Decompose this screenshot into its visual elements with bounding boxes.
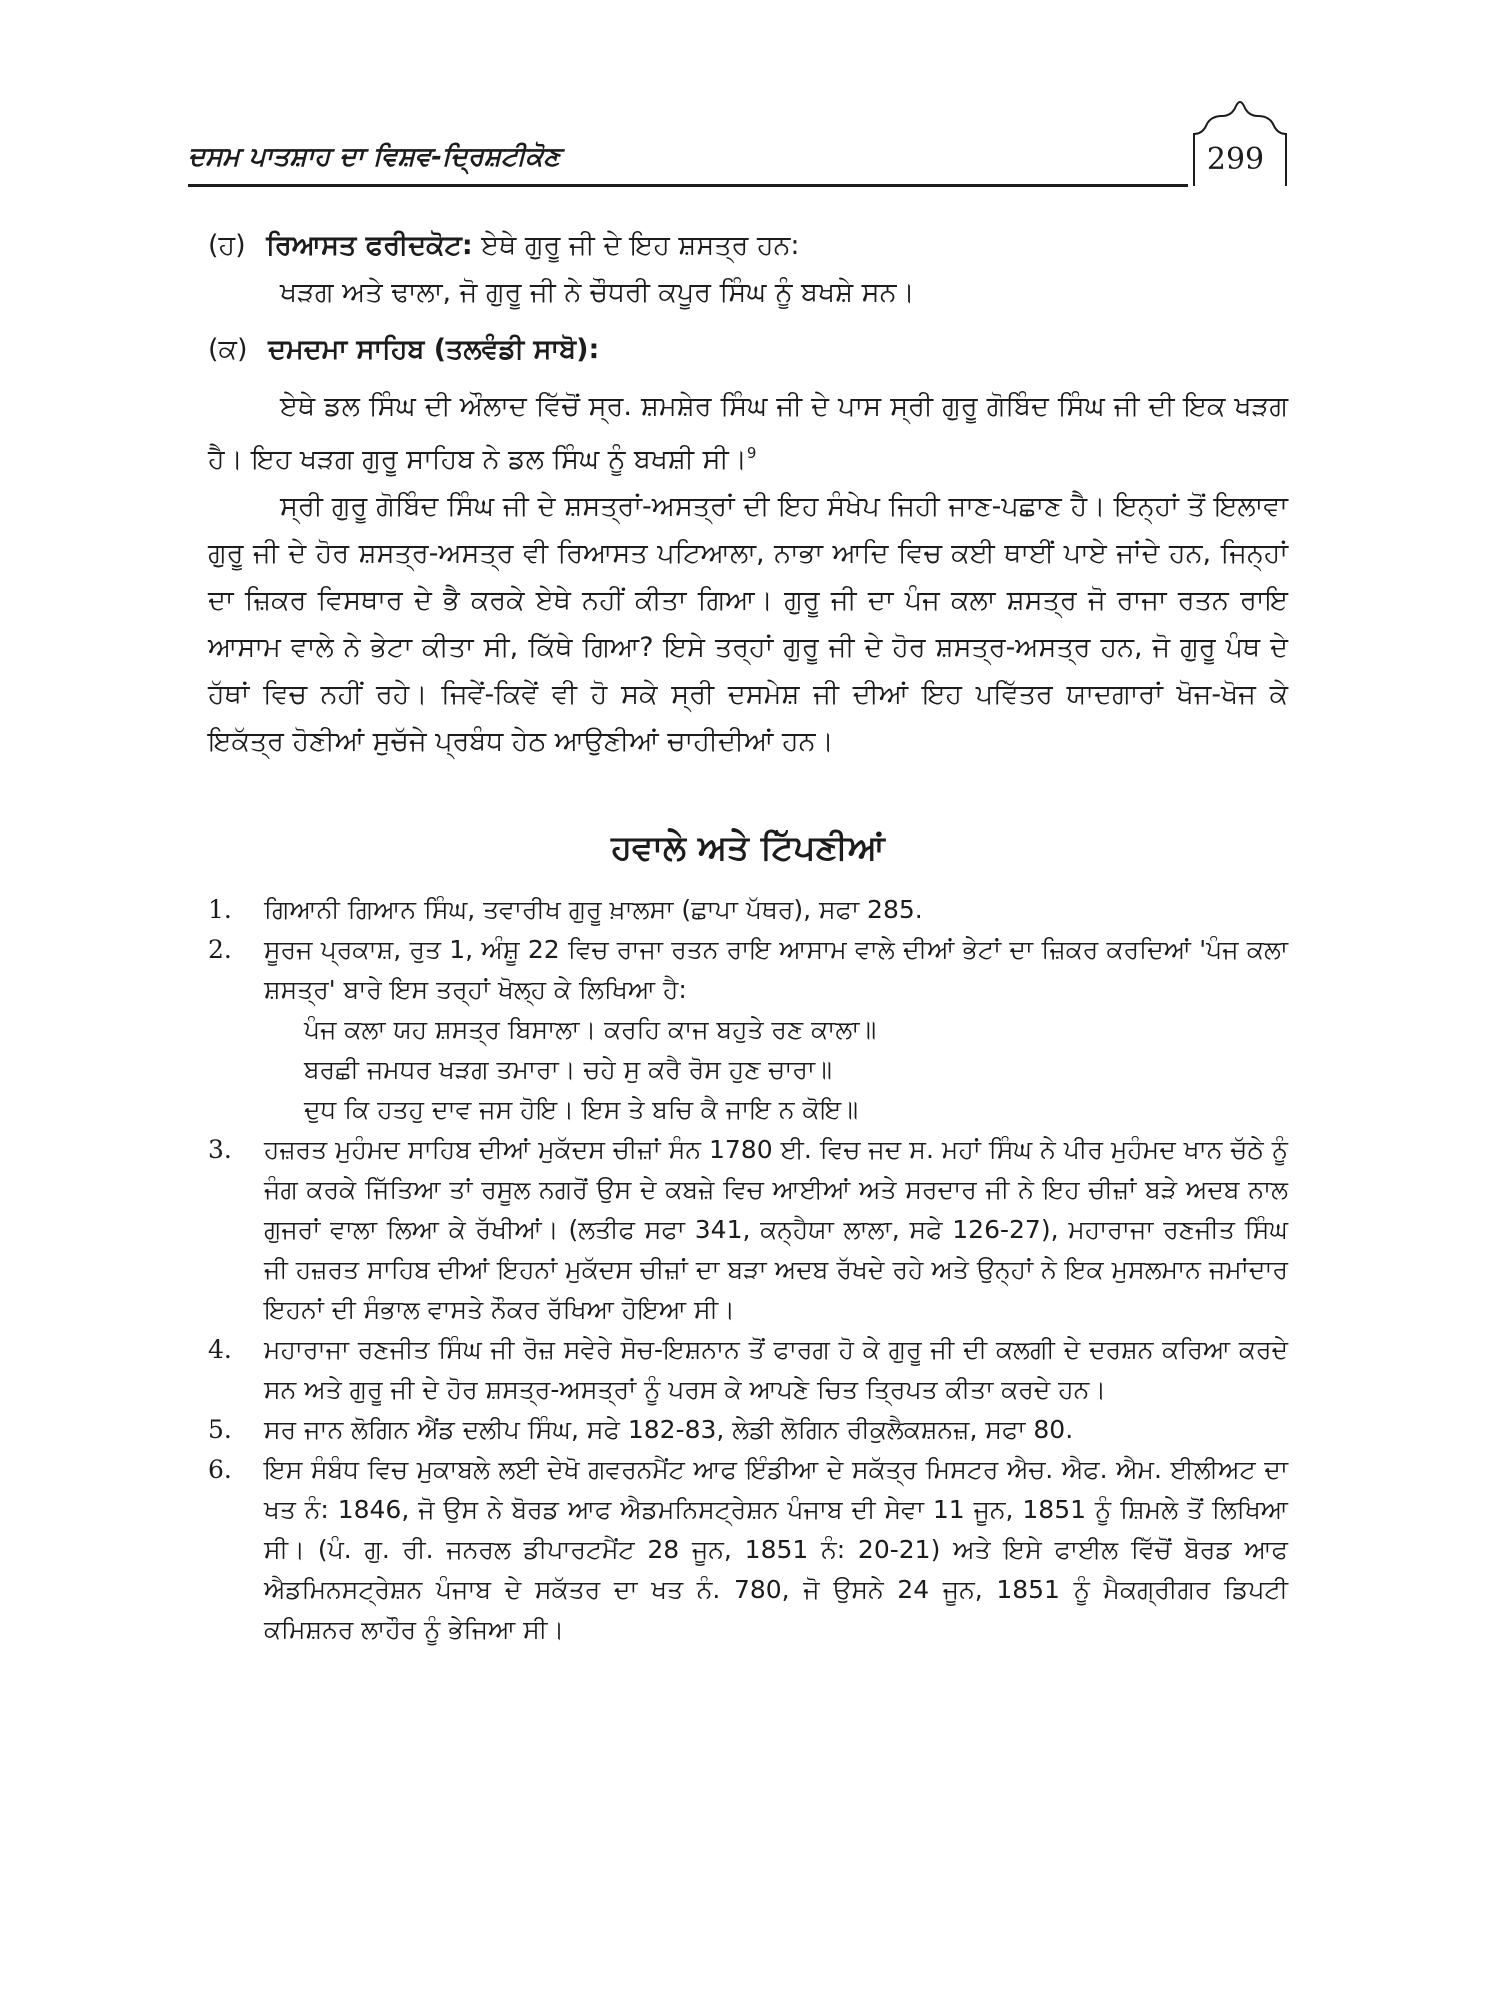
- entry-mark: (ਹ): [208, 230, 246, 261]
- verse-line: ਬਰਛੀ ਜਮਧਰ ਖੜਗ ਤਮਾਰਾ। ਚਹੇ ਸੁ ਕਰੈ ਰੋਸ ਹੁਣ ਚਾਰਾ॥: [304, 1055, 832, 1084]
- entry-title: ਦਮਦਮਾ ਸਾਹਿਬ (ਤਲਵੰਡੀ ਸਾਬੋ):: [268, 334, 600, 365]
- note-number: 2.: [208, 935, 232, 964]
- header-rule: [188, 184, 1188, 187]
- entry-mark: (ਕ): [208, 334, 248, 365]
- note-number: 4.: [208, 1335, 232, 1364]
- note-item: [208, 1410, 1288, 1450]
- note-body: [264, 930, 1288, 1130]
- note-text: ਮਹਾਰਾਜਾ ਰਣਜੀਤ ਸਿੰਘ ਜੀ ਰੋਜ਼ ਸਵੇਰੇ ਸੋਚ-ਇਸ਼ਨਾਨ ਤੋਂ ਫਾਰਗ ਹੋ ਕੇ ਗੁਰੂ ਜੀ ਦੀ ਕਲਗੀ ਦੇ ਦਰਸ਼ਨ ਕਰਿਆ ਕਰਦੇ ਸਨ ਅਤੇ ਗੁਰੂ ਜੀ ਦੇ ਹੋਰ ਸ਼ਸਤ੍ਰ-ਅਸਤ੍ਰਾਂ ਨੂੰ ਪਰਸ ਕੇ ਆਪਣੇ ਚਿਤ ਤ੍ਰਿਪਤ ਕੀਤਾ ਕਰਦੇ ਹਨ।: [264, 1335, 1288, 1404]
- page-header: [188, 138, 1293, 196]
- paragraph-text: ਏਥੇ ਡਲ ਸਿੰਘ ਦੀ ਔਲਾਦ ਵਿੱਚੋਂ ਸ੍ਰ. ਸ਼ਮਸ਼ੇਰ ਸਿੰਘ ਜੀ ਦੇ ਪਾਸ ਸ੍ਰੀ ਗੁਰੂ ਗੋਬਿੰਦ ਸਿੰਘ ਜੀ ਦੀ ਇਕ ਖੜਗ ਹੈ। ਇਹ ਖੜਗ ਗੁਰੂ ਸਾਹਿਬ ਨੇ ਡਲ ਸਿੰਘ ਨੂੰ ਬਖਸ਼ੀ ਸੀ।: [208, 391, 1288, 475]
- footnote-ref: 9: [746, 444, 757, 462]
- note-item: [208, 1330, 1288, 1410]
- note-number: 6.: [208, 1455, 232, 1484]
- entry-faridkot: [208, 222, 1288, 316]
- page-number: 299: [1206, 142, 1265, 177]
- entry-text-continued: ਖੜਗ ਅਤੇ ਢਾਲਾ, ਜੋ ਗੁਰੂ ਜੀ ਨੇ ਚੌਧਰੀ ਕਪੂਰ ਸਿੰਘ ਨੂੰ ਬਖਸ਼ੇ ਸਨ।: [280, 277, 915, 308]
- paragraph: ਸ੍ਰੀ ਗੁਰੂ ਗੋਬਿੰਦ ਸਿੰਘ ਜੀ ਦੇ ਸ਼ਸਤ੍ਰਾਂ-ਅਸਤ੍ਰਾਂ ਦੀ ਇਹ ਸੰਖੇਪ ਜਿਹੀ ਜਾਣ-ਪਛਾਣ ਹੈ। ਇਨ੍ਹਾਂ ਤੋਂ ਇਲਾਵਾ ਗੁਰੂ ਜੀ ਦੇ ਹੋਰ ਸ਼ਸਤ੍ਰ-ਅਸਤ੍ਰ ਵੀ ਰਿਆਸਤ ਪਟਿਆਲਾ, ਨਾਭਾ ਆਦਿ ਵਿਚ ਕਈ ਥਾਈਂ ਪਾਏ ਜਾਂਦੇ ਹਨ, ਜਿਨ੍ਹਾਂ ਦਾ ਜ਼ਿਕਰ ਵਿਸਥਾਰ ਦੇ ਭੈ ਕਰਕੇ ਏਥੇ ਨਹੀਂ ਕੀਤਾ ਗਿਆ। ਗੁਰੂ ਜੀ ਦਾ ਪੰਜ ਕਲਾ ਸ਼ਸਤ੍ਰ ਜੋ ਰਾਜਾ ਰਤਨ ਰਾਇ ਆਸਾਮ ਵਾਲੇ ਨੇ ਭੇਟਾ ਕੀਤਾ ਸੀ, ਕਿੱਥੇ ਗਿਆ? ਇਸੇ ਤਰ੍ਹਾਂ ਗੁਰੂ ਜੀ ਦੇ ਹੋਰ ਸ਼ਸਤ੍ਰ-ਅਸਤ੍ਰ ਹਨ, ਜੋ ਗੁਰੂ ਪੰਥ ਦੇ ਹੱਥਾਂ ਵਿਚ ਨਹੀਂ ਰਹੇ। ਜਿਵੇਂ-ਕਿਵੇਂ ਵੀ ਹੋ ਸਕੇ ਸ੍ਰੀ ਦਸਮੇਸ਼ ਜੀ ਦੀਆਂ ਇਹ ਪਵਿੱਤਰ ਯਾਦਗਾਰਾਂ ਖੋਜ-ਖੋਜ ਕੇ ਇਕੱਤ੍ਰ ਹੋਣੀਆਂ ਸੁਚੱਜੇ ਪ੍ਰਬੰਧ ਹੇਠ ਆਉਣੀਆਂ ਚਾਹੀਦੀਆਂ ਹਨ।: [208, 491, 1288, 757]
- verse-line: ਦੁਧ ਕਿ ਹਤਹੁ ਦਾਵ ਜਸ ਹੋਇ। ਇਸ ਤੇ ਬਚਿ ਕੈ ਜਾਇ ਨ ਕੋਇ॥: [304, 1095, 859, 1124]
- note-number: 3.: [208, 1135, 232, 1164]
- note-item: [208, 1450, 1288, 1650]
- entry-damdama-sahib: [208, 326, 1288, 373]
- note-item: [208, 890, 1288, 930]
- note-text: ਸੂਰਜ ਪ੍ਰਕਾਸ਼, ਰੁਤ 1, ਅੰਸ਼ੂ 22 ਵਿਚ ਰਾਜਾ ਰਤਨ ਰਾਇ ਆਸਾਮ ਵਾਲੇ ਦੀਆਂ ਭੇਟਾਂ ਦਾ ਜ਼ਿਕਰ ਕਰਦਿਆਂ 'ਪੰਜ ਕਲਾ ਸ਼ਸਤ੍ਰ' ਬਾਰੇ ਇਸ ਤਰ੍ਹਾਂ ਖੋਲ੍ਹ ਕੇ ਲਿਖਿਆ ਹੈ:: [264, 935, 1288, 1004]
- note-item: [208, 1130, 1288, 1330]
- note-item: [208, 930, 1288, 1130]
- notes-heading: ਹਵਾਲੇ ਅਤੇ ਟਿੱਪਣੀਆਂ: [611, 828, 885, 868]
- entry-text: ਏਥੇ ਗੁਰੂ ਜੀ ਦੇ ਇਹ ਸ਼ਸਤ੍ਰ ਹਨ:: [481, 230, 800, 261]
- entry-title: ਰਿਆਸਤ ਫਰੀਦਕੋਟ:: [266, 230, 473, 261]
- note-text: ਹਜ਼ਰਤ ਮੁਹੰਮਦ ਸਾਹਿਬ ਦੀਆਂ ਮੁਕੱਦਸ ਚੀਜ਼ਾਂ ਸੰਨ 1780 ਈ. ਵਿਚ ਜਦ ਸ. ਮਹਾਂ ਸਿੰਘ ਨੇ ਪੀਰ ਮੁਹੰਮਦ ਖਾਨ ਚੱਠੇ ਨੂੰ ਜੰਗ ਕਰਕੇ ਜਿੱਤਿਆ ਤਾਂ ਰਸੂਲ ਨਗਰੋਂ ਉਸ ਦੇ ਕਬਜ਼ੇ ਵਿਚ ਆਈਆਂ ਅਤੇ ਸਰਦਾਰ ਜੀ ਨੇ ਇਹ ਚੀਜ਼ਾਂ ਬੜੇ ਅਦਬ ਨਾਲ ਗੁਜਰਾਂ ਵਾਲਾ ਲਿਆ ਕੇ ਰੱਖੀਆਂ। (ਲਤੀਫ ਸਫਾ 341, ਕਨ੍ਹੈਯਾ ਲਾਲਾ, ਸਫੇ 126-27), ਮਹਾਰਾਜਾ ਰਣਜੀਤ ਸਿੰਘ ਜੀ ਹਜ਼ਰਤ ਸਾਹਿਬ ਦੀਆਂ ਇਹਨਾਂ ਮੁਕੱਦਸ ਚੀਜ਼ਾਂ ਦਾ ਬੜਾ ਅਦਬ ਰੱਖਦੇ ਰਹੇ ਅਤੇ ਉਨ੍ਹਾਂ ਨੇ ਇਕ ਮੁਸਲਮਾਨ ਜਮਾਂਦਾਰ ਇਹਨਾਂ ਦੀ ਸੰਭਾਲ ਵਾਸਤੇ ਨੌਕਰ ਰੱਖਿਆ ਹੋਇਆ ਸੀ।: [264, 1135, 1288, 1324]
- note-text: ਸਰ ਜਾਨ ਲੋਗਿਨ ਐਂਡ ਦਲੀਪ ਸਿੰਘ, ਸਫੇ 182-83, ਲੇਡੀ ਲੋਗਿਨ ਰੀਕੁਲੈਕਸ਼ਨਜ਼, ਸਫਾ 80.: [264, 1415, 1074, 1444]
- note-text: ਗਿਆਨੀ ਗਿਆਨ ਸਿੰਘ, ਤਵਾਰੀਖ ਗੁਰੂ ਖ਼ਾਲਸਾ (ਛਾਪਾ ਪੱਥਰ), ਸਫਾ 285.: [264, 895, 923, 924]
- note-text: ਇਸ ਸੰਬੰਧ ਵਿਚ ਮੁਕਾਬਲੇ ਲਈ ਦੇਖੋ ਗਵਰਨਮੈਂਟ ਆਫ ਇੰਡੀਆ ਦੇ ਸਕੱਤ੍ਰ ਮਿਸਟਰ ਐਚ. ਐਫ. ਐਮ. ਈਲੀਅਟ ਦਾ ਖਤ ਨੰ: 1846, ਜੋ ਉਸ ਨੇ ਬੋਰਡ ਆਫ ਐਡਮਨਿਸਟ੍ਰੇਸ਼ਨ ਪੰਜਾਬ ਦੀ ਸੇਵਾ 11 ਜੂਨ, 1851 ਨੂੰ ਸ਼ਿਮਲੇ ਤੋਂ ਲਿਖਿਆ ਸੀ। (ਪੰ. ਗੁ. ਰੀ. ਜਨਰਲ ਡੀਪਾਰਟਮੈਂਟ 28 ਜੂਨ, 1851 ਨੰ: 20-21) ਅਤੇ ਇਸੇ ਫਾਈਲ ਵਿੱਚੋਂ ਬੋਰਡ ਆਫ ਐਡਮਿਨਸਟ੍ਰੇਸ਼ਨ ਪੰਜਾਬ ਦੇ ਸਕੱਤਰ ਦਾ ਖਤ ਨੰ. 780, ਜੋ ਉਸਨੇ 24 ਜੂਨ, 1851 ਨੂੰ ਮੈਕਗ੍ਰੀਗਰ ਡਿਪਟੀ ਕਮਿਸ਼ਨਰ ਲਾਹੌਰ ਨੂੰ ਭੇਜਿਆ ਸੀ।: [264, 1455, 1288, 1644]
- running-head: ਦਸਮ ਪਾਤਸ਼ਾਹ ਦਾ ਵਿਸ਼ਵ-ਦ੍ਰਿਸ਼ਟੀਕੋਣ: [188, 142, 561, 172]
- page-number-ornament: [1188, 94, 1293, 186]
- verse-line: ਪੰਜ ਕਲਾ ਯਹ ਸ਼ਸਤ੍ਰ ਬਿਸਾਲਾ। ਕਰਹਿ ਕਾਜ ਬਹੁਤੇ ਰਣ ਕਾਲਾ॥: [304, 1015, 877, 1044]
- notes-list: [208, 890, 1288, 1650]
- note-number: 5.: [208, 1415, 232, 1444]
- paragraph: [208, 383, 1288, 483]
- note-number: 1.: [208, 895, 232, 924]
- page-body: [208, 222, 1288, 1650]
